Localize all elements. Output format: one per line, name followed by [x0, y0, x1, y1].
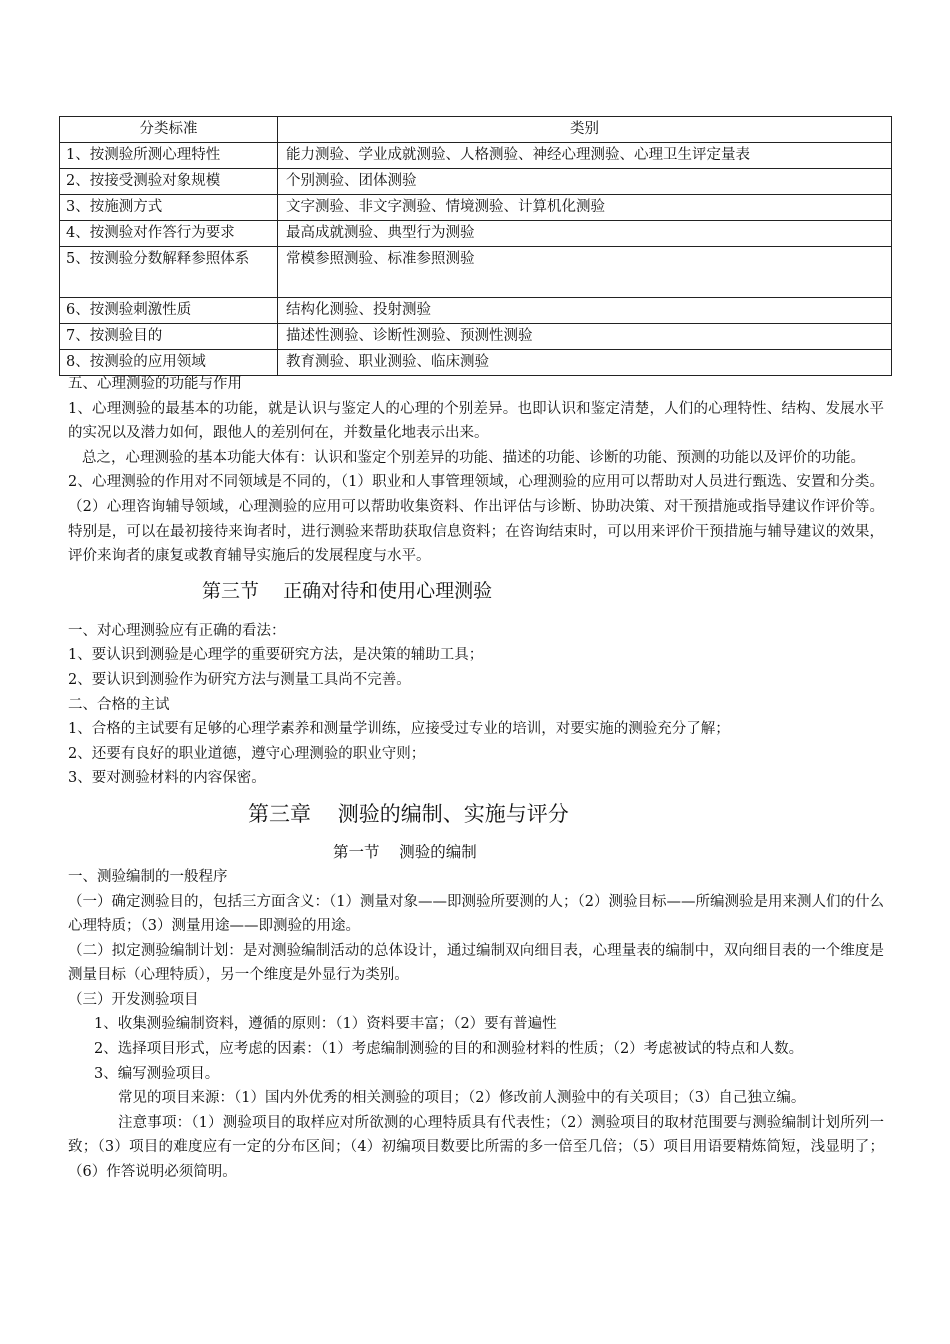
- table-cell-criterion: 7、按测验目的: [60, 324, 278, 350]
- paragraph: 常见的项目来源：（1）国内外优秀的相关测验的项目；（2）修改前人测验中的有关项目；（3）自己独立编。: [118, 1090, 806, 1107]
- section-title: 第三节 正确对待和使用心理测验: [202, 579, 493, 602]
- section-title: 第一节 测验的编制: [333, 842, 477, 861]
- table-cell-criterion: 5、按测验分数解释参照体系: [60, 247, 278, 298]
- table-cell-criterion: 3、按施测方式: [60, 195, 278, 221]
- subsection-heading: （三）开发测验项目: [68, 991, 199, 1008]
- table-row: [60, 324, 892, 350]
- table-cell-category: 描述性测验、诊断性测验、预测性测验: [278, 324, 892, 350]
- table-row: [60, 195, 892, 221]
- table-cell-category: 能力测验、学业成就测验、人格测验、神经心理测验、心理卫生评定量表: [278, 143, 892, 169]
- column-header-category: 类别: [278, 117, 892, 143]
- subsection-heading: 二、合格的主试: [68, 696, 170, 713]
- list-item: 2、选择项目形式，应考虑的因素：（1）考虑编制测验的目的和测验材料的性质；（2）考虑被试的特点和人数。: [94, 1041, 804, 1058]
- table-cell-criterion: 6、按测验刺激性质: [60, 298, 278, 324]
- document-body: [68, 372, 884, 1185]
- table-row: [60, 169, 892, 195]
- chapter-title: 第三章 测验的编制、实施与评分: [248, 801, 569, 826]
- column-header-criterion: 分类标准: [60, 117, 278, 143]
- table-row: [60, 298, 892, 324]
- table-row: [60, 143, 892, 169]
- paragraph: （一）确定测验目的，包括三方面含义：（1）测量对象——即测验所要测的人；（2）测验目标——所编测验是用来测人们的什么心理特质；（3）测量用途——即测验的用途。: [68, 893, 884, 935]
- subsection-heading: 一、对心理测验应有正确的看法：: [68, 622, 286, 639]
- table-cell-criterion: 2、按接受测验对象规模: [60, 169, 278, 195]
- table-cell-category: 常模参照测验、标准参照测验: [278, 247, 892, 298]
- table-cell-category: 个别测验、团体测验: [278, 169, 892, 195]
- list-item: 1、要认识到测验是心理学的重要研究方法，是决策的辅助工具；: [68, 647, 484, 664]
- table-cell-criterion: 4、按测验对作答行为要求: [60, 221, 278, 247]
- table-cell-category: 文字测验、非文字测验、情境测验、计算机化测验: [278, 195, 892, 221]
- section-heading: 五、心理测验的功能与作用: [68, 376, 242, 392]
- table-row: [60, 221, 892, 247]
- table-cell-category: 最高成就测验、典型行为测验: [278, 221, 892, 247]
- paragraph: 2、心理测验的作用对不同领域是不同的，（1）职业和人事管理领域，心理测验的应用可以帮助对人员进行甄选、安置和分类。（2）心理咨询辅导领域，心理测验的应用可以帮助收集资料、作出评估与诊断、协助决策、对干预措施或指导建议作评价等。特别是，可以在最初接待来询者时，进行测验来帮助获取信息资料；在咨询结束时，可以用来评价干预措施与辅导建议的效果，评价来询者的康复或教育辅导实施后的发展程度与水平。: [68, 474, 884, 565]
- list-item: 3、要对测验材料的内容保密。: [68, 770, 266, 787]
- list-item: 1、合格的主试要有足够的心理学素养和测量学训练，应接受过专业的培训，对要实施的测验充分了解；: [68, 721, 730, 738]
- list-item: 2、要认识到测验作为研究方法与测量工具尚不完善。: [68, 671, 411, 688]
- paragraph: 注意事项：（1）测验项目的取样应对所欲测的心理特质具有代表性；（2）测验项目的取材范围要与测验编制计划所列一致；（3）项目的难度应有一定的分布区间；（4）初编项目数要比所需的多一倍至几倍；（5）项目用语要精炼简短，浅显明了；（6）作答说明必须简明。: [68, 1114, 884, 1181]
- table-cell-criterion: 1、按测验所测心理特性: [60, 143, 278, 169]
- table-cell-category: 结构化测验、投射测验: [278, 298, 892, 324]
- subsection-heading: 一、测验编制的一般程序: [68, 868, 228, 885]
- table-row: [60, 247, 892, 298]
- list-item: 1、收集测验编制资料，遵循的原则：（1）资料要丰富；（2）要有普遍性: [94, 1016, 557, 1033]
- paragraph: （二）拟定测验编制计划：是对测验编制活动的总体设计，通过编制双向细目表，心理量表的编制中，双向细目表的一个维度是测量目标（心理特质），另一个维度是外显行为类别。: [68, 942, 884, 984]
- list-item: 3、编写测验项目。: [94, 1065, 220, 1082]
- list-item: 2、还要有良好的职业道德，遵守心理测验的职业守则；: [68, 745, 426, 762]
- table-cell-criterion: 8、按测验的应用领域: [60, 350, 278, 376]
- paragraph: 总之，心理测验的基本功能大体有：认识和鉴定个别差异的功能、描述的功能、诊断的功能、预测的功能以及评价的功能。: [82, 449, 865, 466]
- table-cell-category: 教育测验、职业测验、临床测验: [278, 350, 892, 376]
- table-header-row: [60, 117, 892, 143]
- paragraph: 1、心理测验的最基本的功能，就是认识与鉴定人的心理的个别差异。也即认识和鉴定清楚，人们的心理特性、结构、发展水平的实况以及潜力如何，跟他人的差别何在，并数量化地表示出来。: [68, 400, 884, 442]
- classification-table: [59, 116, 892, 376]
